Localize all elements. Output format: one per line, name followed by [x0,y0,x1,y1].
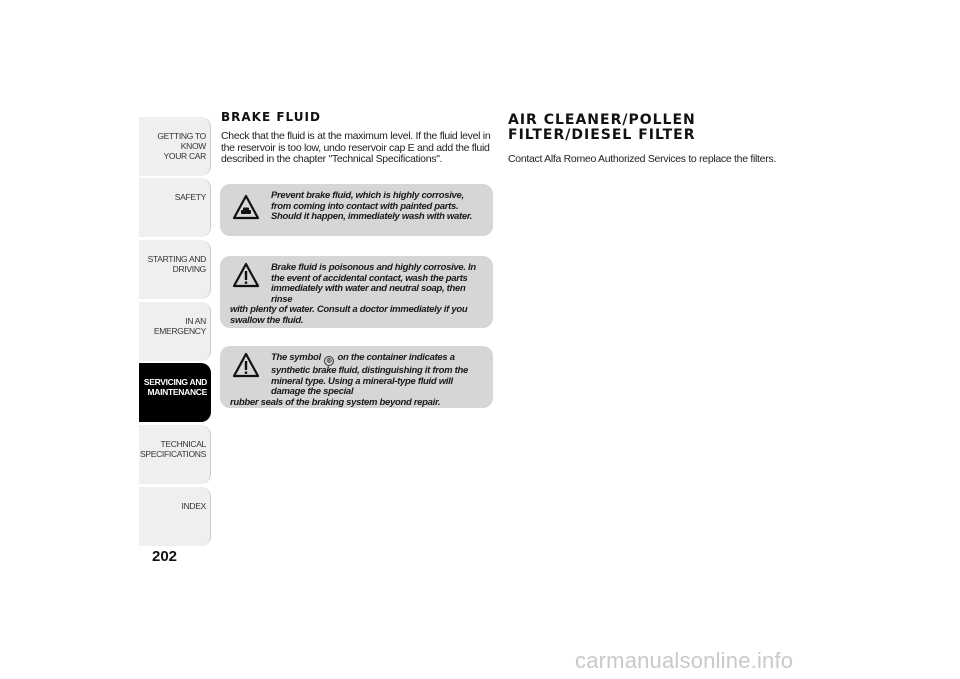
tab-emergency[interactable]: IN AN EMERGENCY [139,302,211,361]
car-paint-warning-icon [232,194,260,224]
tab-starting-driving[interactable]: STARTING AND DRIVING [139,240,211,299]
air-cleaner-text: Contact Alfa Romeo Authorized Services to replace the filters. [508,153,776,165]
tab-safety[interactable]: SAFETY [139,178,211,237]
air-cleaner-heading: AIR CLEANER/POLLEN FILTER/DIESEL FILTER [508,112,696,143]
poison-warning-box: Brake fluid is poisonous and highly corrosive. In the event of accidental contact, wash the parts immediately with water and neutral soap, then rinse with plenty of water. Consult a doctor immediately if you swallow the fluid. [220,256,493,328]
warning-triangle-icon [232,262,260,292]
tab-technical-specifications[interactable]: TECHNICAL SPECIFICATIONS [139,425,211,484]
warning-triangle-icon [232,352,260,382]
paint-warning-box: Prevent brake fluid, which is highly corrosive, from coming into contact with painted parts. Should it happen, immediately wash with water. [220,184,493,236]
tab-getting-to-know[interactable]: GETTING TO KNOW YOUR CAR [139,117,211,176]
watermark: carmanualsonline.info [575,648,794,673]
synthetic-fluid-symbol-icon: ◎ [324,356,334,366]
page-number: 202 [152,548,178,565]
brake-fluid-text: Check that the fluid is at the maximum level. If the fluid level in the reservoir is too low, undo reservoir cap E and add the fluid described in the chapter "Technical Specifications". [221,130,491,165]
synthetic-fluid-warning-box: The symbol ◎ on the container indicates a synthetic brake fluid, distinguishing it from the mineral type. Using a mineral-type fluid will damage the special rubber seals of the braking system beyond repair. [220,346,493,408]
brake-fluid-heading: BRAKE FLUID [221,110,321,124]
tab-servicing-maintenance[interactable]: SERVICING AND MAINTENANCE [139,363,211,422]
tab-index[interactable]: INDEX [139,487,211,546]
